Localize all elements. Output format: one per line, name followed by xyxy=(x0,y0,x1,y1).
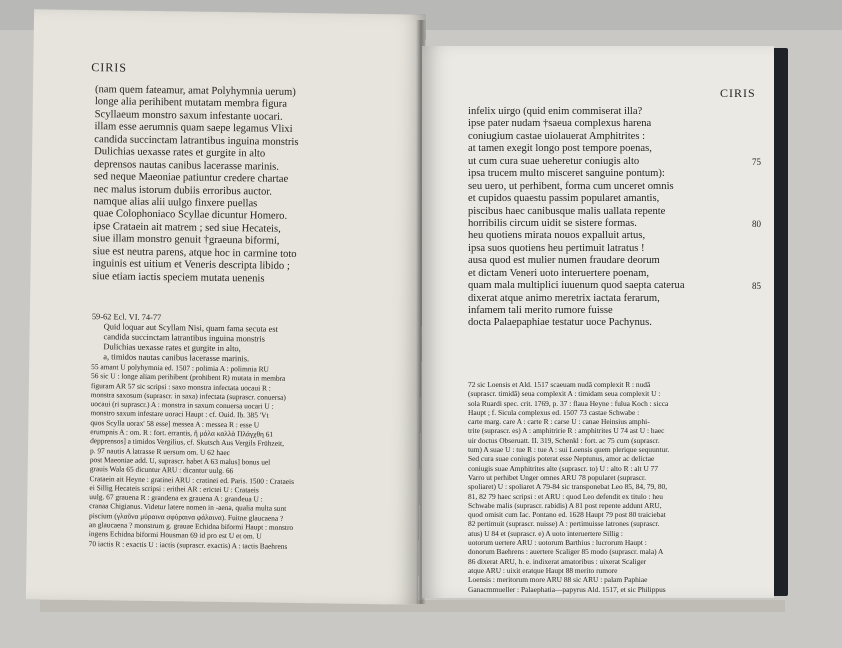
verse-text: deprensos nautas canibus lacerasse marinis. xyxy=(93,158,280,173)
running-head-left: CIRIS xyxy=(91,60,128,75)
apparatus-line: Haupt ; f. Sicula complexus ed. 1507 73 castae Schwabe : xyxy=(468,407,640,417)
verse-line xyxy=(468,168,685,180)
verse-line xyxy=(468,230,685,242)
apparatus-line: 86 dixerat ARU, h. e. indixerat amatoribus : uixerat Scaliger xyxy=(468,556,647,566)
apparatus-line: 72 sic Loensis et Ald. 1517 scaeuam nudā complexit R : nudā xyxy=(468,380,651,389)
right-page xyxy=(422,46,774,598)
apparatus-line: cranaa Chigianus. Videtur latere nomen in -aena, qualia multa sunt xyxy=(89,501,287,514)
critical-apparatus-left xyxy=(89,362,296,551)
line-number: 80 xyxy=(752,218,761,229)
verse-line xyxy=(468,206,685,218)
verse-text: horribilis circum uidit se sistere formas. xyxy=(468,217,637,229)
verse-line xyxy=(468,155,761,168)
apparatus-line: donorum Baehrens : auertere Scaliger 85 modo (suprascr. mala) A xyxy=(468,547,664,557)
verse-text: ipsa trucem multo misceret sanguine pontum): xyxy=(468,168,665,180)
verse-line xyxy=(468,181,685,193)
apparatus-line: uocaui (ri suprascr.) A : monstra in saxum conuersa uocari U : xyxy=(90,399,274,411)
apparatus-line: uir doctus Obseruatt. II. 319, Schenkl : fort. ac 75 cum (suprascr. xyxy=(468,435,660,445)
verse-line xyxy=(468,243,685,255)
apparatus-line: erumpnis A : om. R : fort. errantis, ἢ μάλα καλλὰ Πλάγχθη 61 xyxy=(90,427,274,439)
apparatus-line: grauis Wala 65 dicuntur ARU : dicantur uulg. 66 xyxy=(89,464,234,476)
apparatus-line: figuram AR 57 sic scripsi : saxo monstra infectata uocaui R : xyxy=(90,380,271,393)
verse-text: et dictam Veneri uoto interuertere poenam, xyxy=(468,267,650,279)
verse-line xyxy=(468,193,685,205)
apparatus-line: atus) U 84 et (suprascr. e) A uoto interuertere Sillig : xyxy=(468,528,623,538)
line-number: 75 xyxy=(752,156,761,167)
apparatus-line: uotorum uertere ARU : uotorum Barthius : lucrorum Haupt : xyxy=(468,538,647,548)
verse-line xyxy=(468,255,685,267)
verse-text: ausa quod est mulier numen fraudare deorum xyxy=(468,255,660,267)
apparatus-line: spoliaret) U : spoliaret A 79-84 sic transponebat Leo 85, 84, 79, 80, xyxy=(468,482,668,492)
apparatus-line: Loensis : meritorum more ARU 88 sic ARU : palam Paphiae xyxy=(468,575,648,585)
parallel-line: candida succinctam latrantibus inguina monstris xyxy=(103,332,266,344)
verse-line xyxy=(468,280,761,292)
line-number: 85 xyxy=(752,281,761,292)
apparatus-line: p. 97 nautis A latrasse R uersum om. U 62 haec xyxy=(89,445,231,457)
apparatus-line: coniugis suae Amphitrites alte (suprascr. to) U : alto R : alt U 77 xyxy=(468,463,659,473)
verse-text: seu uero, ut perhibent, forma cum unceret omnis xyxy=(468,180,674,192)
verse-text: inguinis est uitium et Veneris descripta libido ; xyxy=(92,258,290,273)
verse-text: Scyllaeum monstro saxum infestante uocari. xyxy=(94,109,283,123)
apparatus-line: atque ARU : uixit eratque Haupt 88 merito rumore xyxy=(468,565,618,575)
left-page xyxy=(26,9,426,604)
parallel-line: a, timidos nautas canibus lacerasse marinis. xyxy=(103,352,250,364)
verse-text: candida succinctam latrantibus inguina monstris xyxy=(94,133,299,148)
verse-text: docta Palaepaphiae testatur uoce Pachynus. xyxy=(468,317,652,329)
apparatus-line: depprensos] a timidos Vergilius, cf. Skutsch Aus Vergils Frühzeit, xyxy=(90,436,285,449)
critical-apparatus-right xyxy=(468,380,669,594)
verse-line xyxy=(468,317,685,329)
apparatus-line: uulg. 67 grauena R : grandena ex grauena A : grandeua U : xyxy=(89,492,263,504)
apparatus-line: tum) A suae U : tue R : tue A : sui Loensis quem plerique sequuntur. xyxy=(468,445,670,455)
verse-text: ipse Crataein ait matrem ; sed siue Hecateis, xyxy=(93,220,281,235)
verse-text: ut cum cura suae ueheretur coniugis alto xyxy=(468,155,640,167)
apparatus-line: (suprascr. timidā) seua complexit A : timidam seua complexit U : xyxy=(468,389,661,399)
verse-line xyxy=(92,271,296,286)
apparatus-line: post Maeoniae add. U, suprascr. habet A 63 malus] bonus uel xyxy=(89,455,271,467)
apparatus-line: Sed cura suae coniugis poterat esse Neptunus, amor ac delictae xyxy=(468,454,655,464)
apparatus-line: 70 iactis R : exactis U : iactis (suprascr. exactis) A : tactis Baehrens xyxy=(88,538,288,551)
verse-line xyxy=(468,268,685,280)
verse-text: quam mala multiplici iuuenum quod saepta caterua xyxy=(468,280,685,292)
verse-text: ipse pater nudam †saeua complexus harena xyxy=(468,118,652,130)
apparatus-line: Schwabe malis (suprascr. rabidis) A 81 post repente addunt ARU, xyxy=(468,500,662,510)
verse-block-right xyxy=(468,106,761,330)
verse-text: coniugium castae uiolauerat Amphitrites : xyxy=(468,130,646,142)
apparatus-line: sola Ruardi spec. crit. 1769, p. 37 : flaua Heyne : fulua Koch : sicca xyxy=(468,398,669,408)
running-head-right: CIRIS xyxy=(720,86,756,100)
apparatus-line: carte marg. care A : carte R : carse U : canae Heinsius amphi- xyxy=(468,417,650,427)
apparatus-line: 81, 82 79 haec scripsi : et ARU : quod Leo defendit ex titulo : heu xyxy=(468,491,663,501)
apparatus-line: Crataein ait Heyne : gratinei ARU : cratinei ed. Paris. 1500 : Crataeis xyxy=(89,473,295,486)
parallel-passage xyxy=(91,312,278,365)
apparatus-line: quos Scylla uorax' 58 esse] messea A : messea R : esse U xyxy=(90,417,260,430)
verse-text: et cupidos quaestu passim popularet amantis, xyxy=(468,193,660,205)
verse-text: siue illam monstro genuit †graeuna biformi, xyxy=(92,233,280,247)
apparatus-line: monstro saxum infestare uoraci Haupt : cf. Ouid. Ib. 385 'Vt xyxy=(90,408,269,421)
verse-text: Dulichias uexasse rates et gurgite in alto xyxy=(94,146,266,160)
verse-text: piscibus haec canibusque malis uallata repente xyxy=(468,205,666,217)
verse-text: infamem tali merito rumore fuisse xyxy=(468,305,613,316)
verse-text: dixerat atque animo meretrix iactata ferarum, xyxy=(468,292,660,304)
verse-line xyxy=(468,106,685,118)
apparatus-line: quod omisit cum Iac. Pontano ed. 1628 Haupt 79 post 80 traiciebat xyxy=(468,510,666,520)
verse-text: at tamen exegit longo post tempore poenas, xyxy=(468,143,652,155)
book-cover-edge xyxy=(772,48,788,596)
verse-text: longe alia perihibent mutatam membra figura xyxy=(94,96,288,111)
verse-text: namque alias alii uulgo finxere puellas xyxy=(93,196,258,210)
verse-line xyxy=(468,305,685,317)
parallel-line: 59-62 Ecl. VI. 74-77 xyxy=(91,312,162,323)
apparatus-line: ingens Echidna biformi Housman 69 id pro est U et om. U xyxy=(88,529,262,541)
verse-text: heu quotiens mirata nouos expalluit artus, xyxy=(468,230,646,242)
verse-text: infelix uirgo (quid enim commiserat illa? xyxy=(468,106,643,117)
verse-line xyxy=(468,217,761,230)
apparatus-line: 82 pertimuit (suprascr. nuisse) A : pertimuisse latrones (suprascr. xyxy=(468,519,660,529)
apparatus-line: ei Sillig Hecateis scripsi : erithei AR : erictei U : Crataeis xyxy=(89,482,259,495)
apparatus-line: Varro ut perhibet Unger omnes ARU 78 popularet (suprascr. xyxy=(468,472,646,482)
apparatus-line: Ganacmmueller : Palaephatia—papyrus Ald. 1517, et sic Philippus xyxy=(468,584,666,594)
verse-text: (nam quem fateamur, amat Polyhymnia uerum) xyxy=(94,84,296,98)
verse-text: illam esse aerumnis quam saepe legamus Vlixi xyxy=(94,121,293,136)
verse-text: nec malus istorum dubiis erroribus auctor. xyxy=(93,183,272,198)
verse-line xyxy=(468,118,685,130)
verse-text: quae Colophoniaco Scyllae dicuntur Homero. xyxy=(93,208,288,223)
verse-line xyxy=(468,131,685,143)
parallel-line: Dulichias uexasse rates et gurgite in alto, xyxy=(103,342,241,354)
verse-text: sed neque Maeoniae patiuntur credere chartae xyxy=(93,171,289,185)
verse-text: ipsa suos quotiens heu pertimuit latratus ! xyxy=(468,242,645,254)
apparatus-line: 55 amant U polyhymnia ed. 1507 : polimia A : polimnia RU xyxy=(91,362,269,374)
verse-text: siue etiam iactis speciem mutata uenenis xyxy=(92,270,265,285)
verse-text: siue est neutra parens, atque hoc in carmine toto xyxy=(92,245,297,260)
apparatus-line: an glaucaena ? monstrum g. grauae Echidna biformi Haupt : monstro xyxy=(88,520,294,533)
apparatus-line: trite (suprascr. es) A : amphitririe R : amphitrites U 74 ast U : haec xyxy=(468,426,665,436)
parallel-line: Quid loquar aut Scyllam Nisi, quam fama secuta est xyxy=(103,322,278,334)
apparatus-line: monstra saxosum (suprascr. in saxa) infectata (suprascr. conuersa) xyxy=(90,390,286,402)
verse-line xyxy=(468,143,685,155)
verse-block-left xyxy=(92,84,299,286)
verse-line xyxy=(468,293,685,305)
apparatus-line: piscium (γλαῦνα μύραινα σφύραινα φάλαινα). Fuitne glaucaena ? xyxy=(89,510,284,523)
apparatus-line: 56 sic U : longe aliam perihibent (prohibent R) mutata in membra xyxy=(90,371,286,384)
